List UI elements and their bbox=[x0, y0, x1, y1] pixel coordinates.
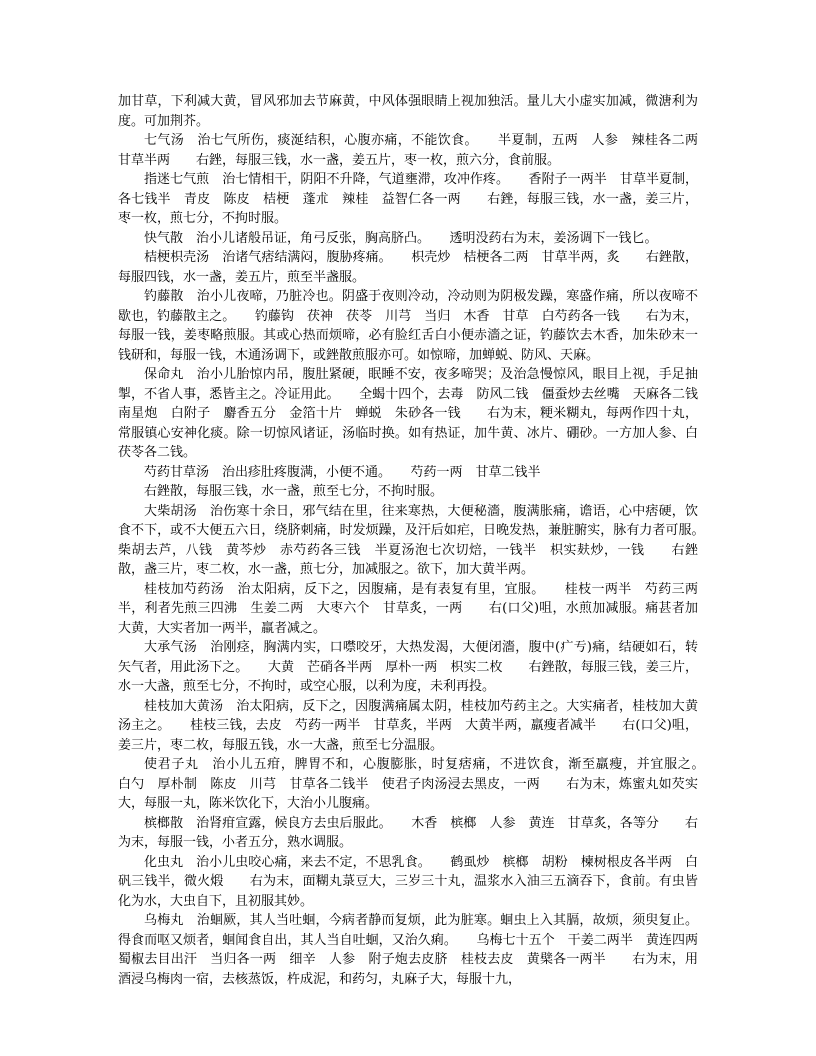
paragraph-baoming-wan: 保命丸 治小儿胎惊内吊，腹肚紧硬，眠睡不安，夜多啼哭；及治急慢惊风，眼目上视，手足抽掣，不省人事，悉皆主之。冷证用此。 全蝎十四个，去毒 防风二钱 僵蚕炒去丝嘴 天麻各二钱 南星炮 白附子 麝香五分 金箔十片 蝉蜕 朱砂各一钱 右为末，粳米糊丸，每两作四十丸，常服镇心安神化痰。除一切惊风诸证，汤临时换。如有热证，加牛黄、冰片、硼砂。一方加人参、白茯苓各二钱。 bbox=[118, 367, 712, 460]
paragraph-diaoteng-san: 钓藤散 治小儿夜啼，乃脏冷也。阴盛于夜则冷动，冷动则为阴极发躁，寒盛作痛，所以夜啼不歇也，钓藤散主之。 钓藤钩 茯神 茯苓 川芎 当归 木香 甘草 白芍药各一钱 右为末，每服一钱，姜枣略煎服。其或心热而烦啼，必有脸红舌白小便赤濇之证，钓藤饮去木香，加朱砂末一钱研和，每服一钱，木通汤调下，或銼散煎服亦可。如惊啼，加蝉蜕、防风、天麻。 bbox=[118, 289, 698, 363]
paragraph-qiqi-tang: 七气汤 治七气所伤，痰涎结积，心腹亦痛，不能饮食。 半夏制，五两 人参 辣桂各二两 甘草半两 右銼，每服三钱，水一盏，姜五片，枣一枚，煎六分，食前服。 bbox=[118, 133, 712, 168]
paragraph-shijunzi-wan: 使君子丸 治小儿五疳，脾胃不和，心腹膨胀，时复痞痛，不进饮食，渐至羸瘦，并宜服之。 白勺 厚朴制 陈皮 川芎 甘草各二钱半 使君子肉汤浸去黑皮，一两 右为末，炼蜜丸如芡实大，每服一丸，陈米饮化下，大治小儿腹痛。 bbox=[118, 757, 725, 811]
paragraph-shaoyao-gancao-tang: 芍药甘草汤 治出疹肚疼腹满，小便不通。 芍药一两 甘草二钱半 bbox=[144, 464, 541, 480]
paragraph-binglang-san: 槟榔散 治肾疳宣露，候良方去虫后服此。 木香 槟榔 人参 黄连 甘草炙，各等分 右为末，每服一钱，小者五分，熟水调服。 bbox=[118, 815, 698, 850]
paragraph-guizhi-jia-dahuang-tang: 桂枝加大黄汤 治太阳病，反下之，因腹满痛属太阴，桂枝加芍药主之。大实痛者，桂枝加大黄汤主之。 桂枝三钱，去皮 芍药一两半 甘草炙，半两 大黄半两，羸瘦者减半 右(口父)咀，姜三片，枣二枚，每服五钱，水一大盏，煎至七分温服。 bbox=[118, 698, 698, 753]
document-page bbox=[118, 92, 725, 989]
paragraph-da-chaihu-tang: 大柴胡汤 治伤寒十余日，邪气结在里，往来寒热，大便秘濇，腹满胀痛，谵语，心中痞硬，饮食不下，或不大便五六日，绕脐刺痛，时发烦躁，及汗后如疟，日晚发热，兼脏腑实，脉有力者可服。 柴胡去芦，八钱 黄芩炒 赤芍药各三钱 半夏汤泡七次切焙，一钱半 枳实麸炒，一钱 右銼散，盏三片，枣二枚，水一盏，煎七分，加减服之。欲下，加大黄半两。 bbox=[118, 503, 725, 577]
paragraph-jia-gancao: 加甘草，下利减大黄，冒风邪加去节麻黄，中风体强眼睛上视加独活。量儿大小虚实加减，微溏利为度。可加荆芥。 bbox=[118, 94, 698, 129]
paragraph-shaoyao-gancao-dosage: 右銼散，每服三钱，水一盏，煎至七分，不拘时服。 bbox=[144, 484, 444, 499]
paragraph-da-chengqi-tang: 大承气汤 治刚痉，胸满内实，口噤咬牙，大热发渴，大便闭濇，腹中(疒亐)痛，结硬如石，转矢气者，用此汤下之。 大黄 芒硝各半两 厚朴一两 枳实二枚 右銼散，每服三钱，姜三片，水一大盏，煎至七分，不拘时，或空心服，以利为度，未利再投。 bbox=[118, 640, 698, 694]
paragraph-wumei-wan: 乌梅丸 治蛔厥，其人当吐蛔，今病者静而复烦，此为脏寒。蛔虫上入其膈，故烦，须臾复止。得食而呕又烦者，蛔闻食自出，其人当自吐蛔，又治久痢。 乌梅七十五个 干姜二两半 黄连四两 蜀椒去目出汗 当归各一两 细辛 人参 附子炮去皮脐 桂枝去皮 黄檗各一两半 右为末，用酒浸乌梅肉一宿，去核蒸饭，杵成泥，和药匀，丸麻子大，每服十九， bbox=[118, 913, 712, 987]
paragraph-kuaiqi-san: 快气散 治小儿诸般吊证，角弓反张，胸高脐凸。 透明没药右为末，姜汤调下一钱匕。 bbox=[144, 230, 658, 246]
paragraph-guizhi-jia-shaoyao-tang: 桂枝加芍药汤 治太阳病，反下之，因腹痛，是有表复有里，宜服。 桂枝一两半 芍药三两半，利者先煎三四沸 生姜二两 大枣六个 甘草炙，一两 右(口父)咀，水煎加减服。痛甚者加大黄，大实者加一两半，羸者减之。 bbox=[118, 581, 698, 636]
paragraph-jiegeng-zhiqiao-tang: 桔梗枳壳汤 治诸气痞结满闷，腹胁疼痛。 枳壳炒 桔梗各二两 甘草半两，炙 右銼散，每服四钱，水一盏，姜五片，煎至半盏服。 bbox=[118, 250, 698, 285]
paragraph-huachong-wan: 化虫丸 治小儿虫咬心痛，来去不定，不思乳食。 鹤虱炒 槟榔 胡粉 楝树根皮各半两 白矾三钱半，微火煅 右为末，面糊丸菉豆大，三岁三十丸，温浆水入油三五滴吞下，食前。有虫皆化为水，大虫自下，且初服其妙。 bbox=[118, 854, 698, 909]
paragraph-zhimi-qiqi-jian: 指迷七气煎 治七情相干，阴阳不升降，气道壅滞，攻冲作疼。 香附子一两半 甘草半夏制，各七钱半 青皮 陈皮 桔梗 蓬朮 辣桂 益智仁各一两 右銼，每服三钱，水一盏，姜三片，枣一枚，煎七分，不拘时服。 bbox=[118, 172, 698, 226]
